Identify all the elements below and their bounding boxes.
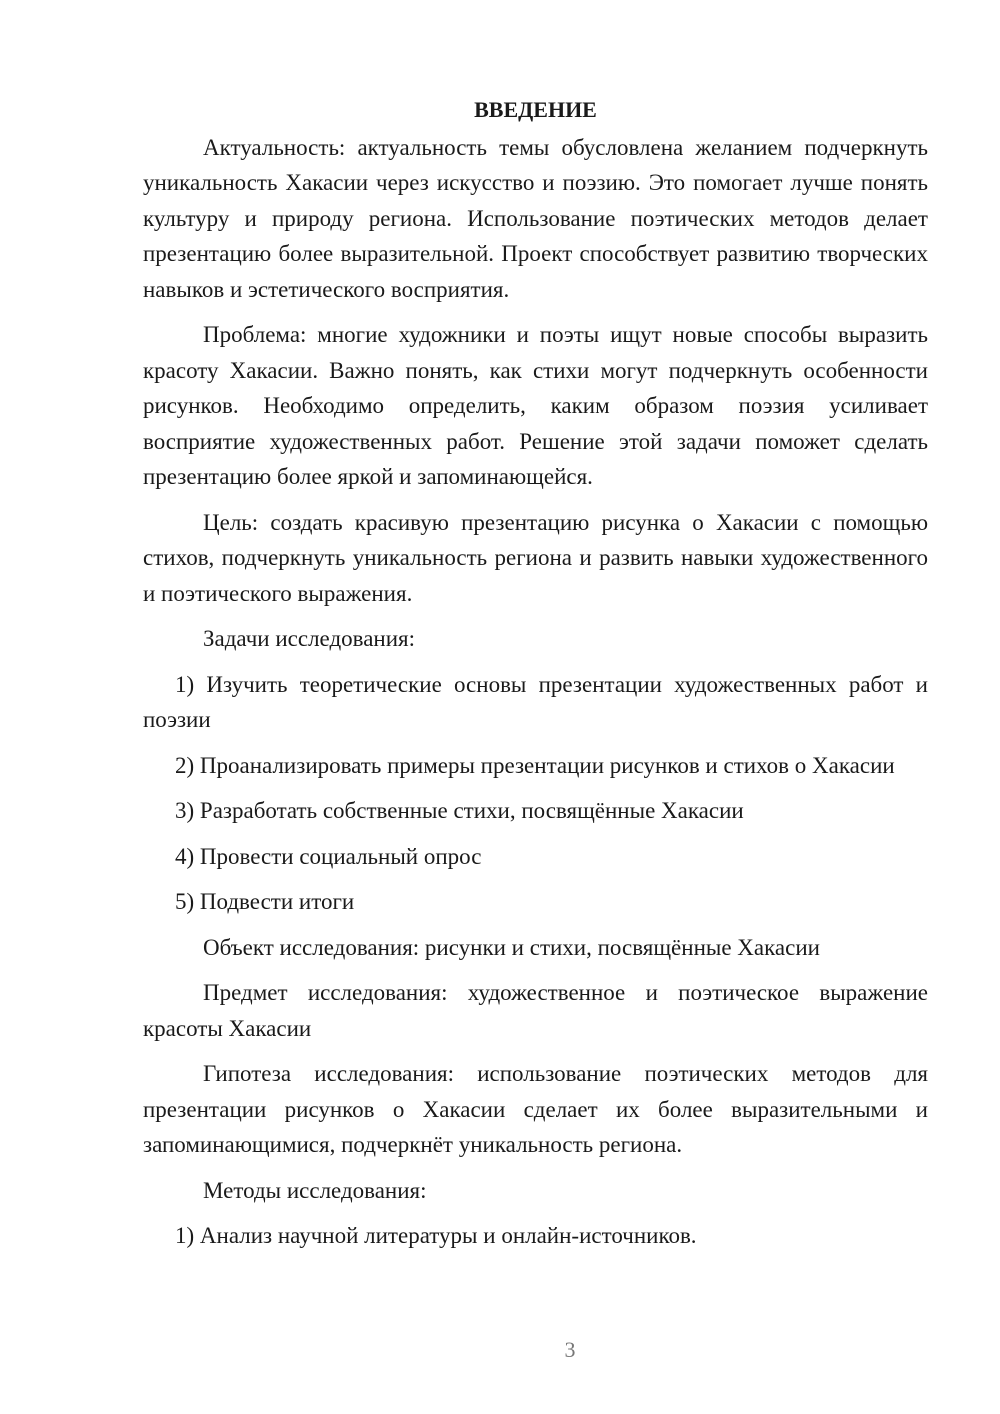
task-item: 4) Провести социальный опрос (175, 843, 482, 869)
section-title: ВВЕДЕНИЕ (474, 97, 597, 122)
object-paragraph: Объект исследования: рисунки и стихи, посвящённые Хакасии (203, 934, 820, 960)
page-number: 3 (564, 1337, 576, 1362)
tasks-heading: Задачи исследования: (203, 626, 416, 651)
task-item: 2) Проанализировать примеры презентации рисунков и стихов о Хакасии (175, 752, 895, 778)
methods-heading: Методы исследования: (203, 1177, 427, 1203)
method-item: 1) Анализ научной литературы и онлайн-источников. (175, 1223, 697, 1248)
goal-paragraph: Цель: создать красивую презентацию рисунка о Хакасии с помощью стихов, подчеркнуть уникальность региона и развить навыки художественного и поэтического выражения. (143, 509, 928, 606)
task-item: 1) Изучить теоретические основы презентации художественных работ и поэзии (143, 671, 928, 732)
subject-paragraph: Предмет исследования: художественное и поэтическое выражение красоты Хакасии (143, 980, 928, 1041)
tasks-list (143, 667, 928, 920)
task-item: 5) Подвести итоги (175, 889, 355, 914)
task-item: 3) Разработать собственные стихи, посвящённые Хакасии (175, 798, 744, 823)
hypothesis-paragraph: Гипотеза исследования: использование поэтических методов для презентации рисунков о Хакасии сделает их более выразительными и запоминающимися, подчеркнёт уникальность региона. (143, 1061, 928, 1157)
relevance-paragraph: Актуальность: актуальность темы обусловлена желанием подчеркнуть уникальность Хакасии через искусство и поэзию. Это помогает лучше понять культуру и природу региона. Использование поэтических методов делает презентацию более выразительной. Проект способствует развитию творческих навыков и эстетического восприятия. (143, 134, 928, 302)
problem-paragraph: Проблема: многие художники и поэты ищут новые способы выразить красоту Хакасии. Важно понять, как стихи могут подчеркнуть особенности рисунков. Необходимо определить, каким образом поэзия усиливает восприятие художественных работ. Решение этой задачи поможет сделать презентацию более яркой и запоминающейся. (143, 322, 928, 489)
document-body (143, 92, 928, 1264)
methods-list (143, 1218, 928, 1254)
